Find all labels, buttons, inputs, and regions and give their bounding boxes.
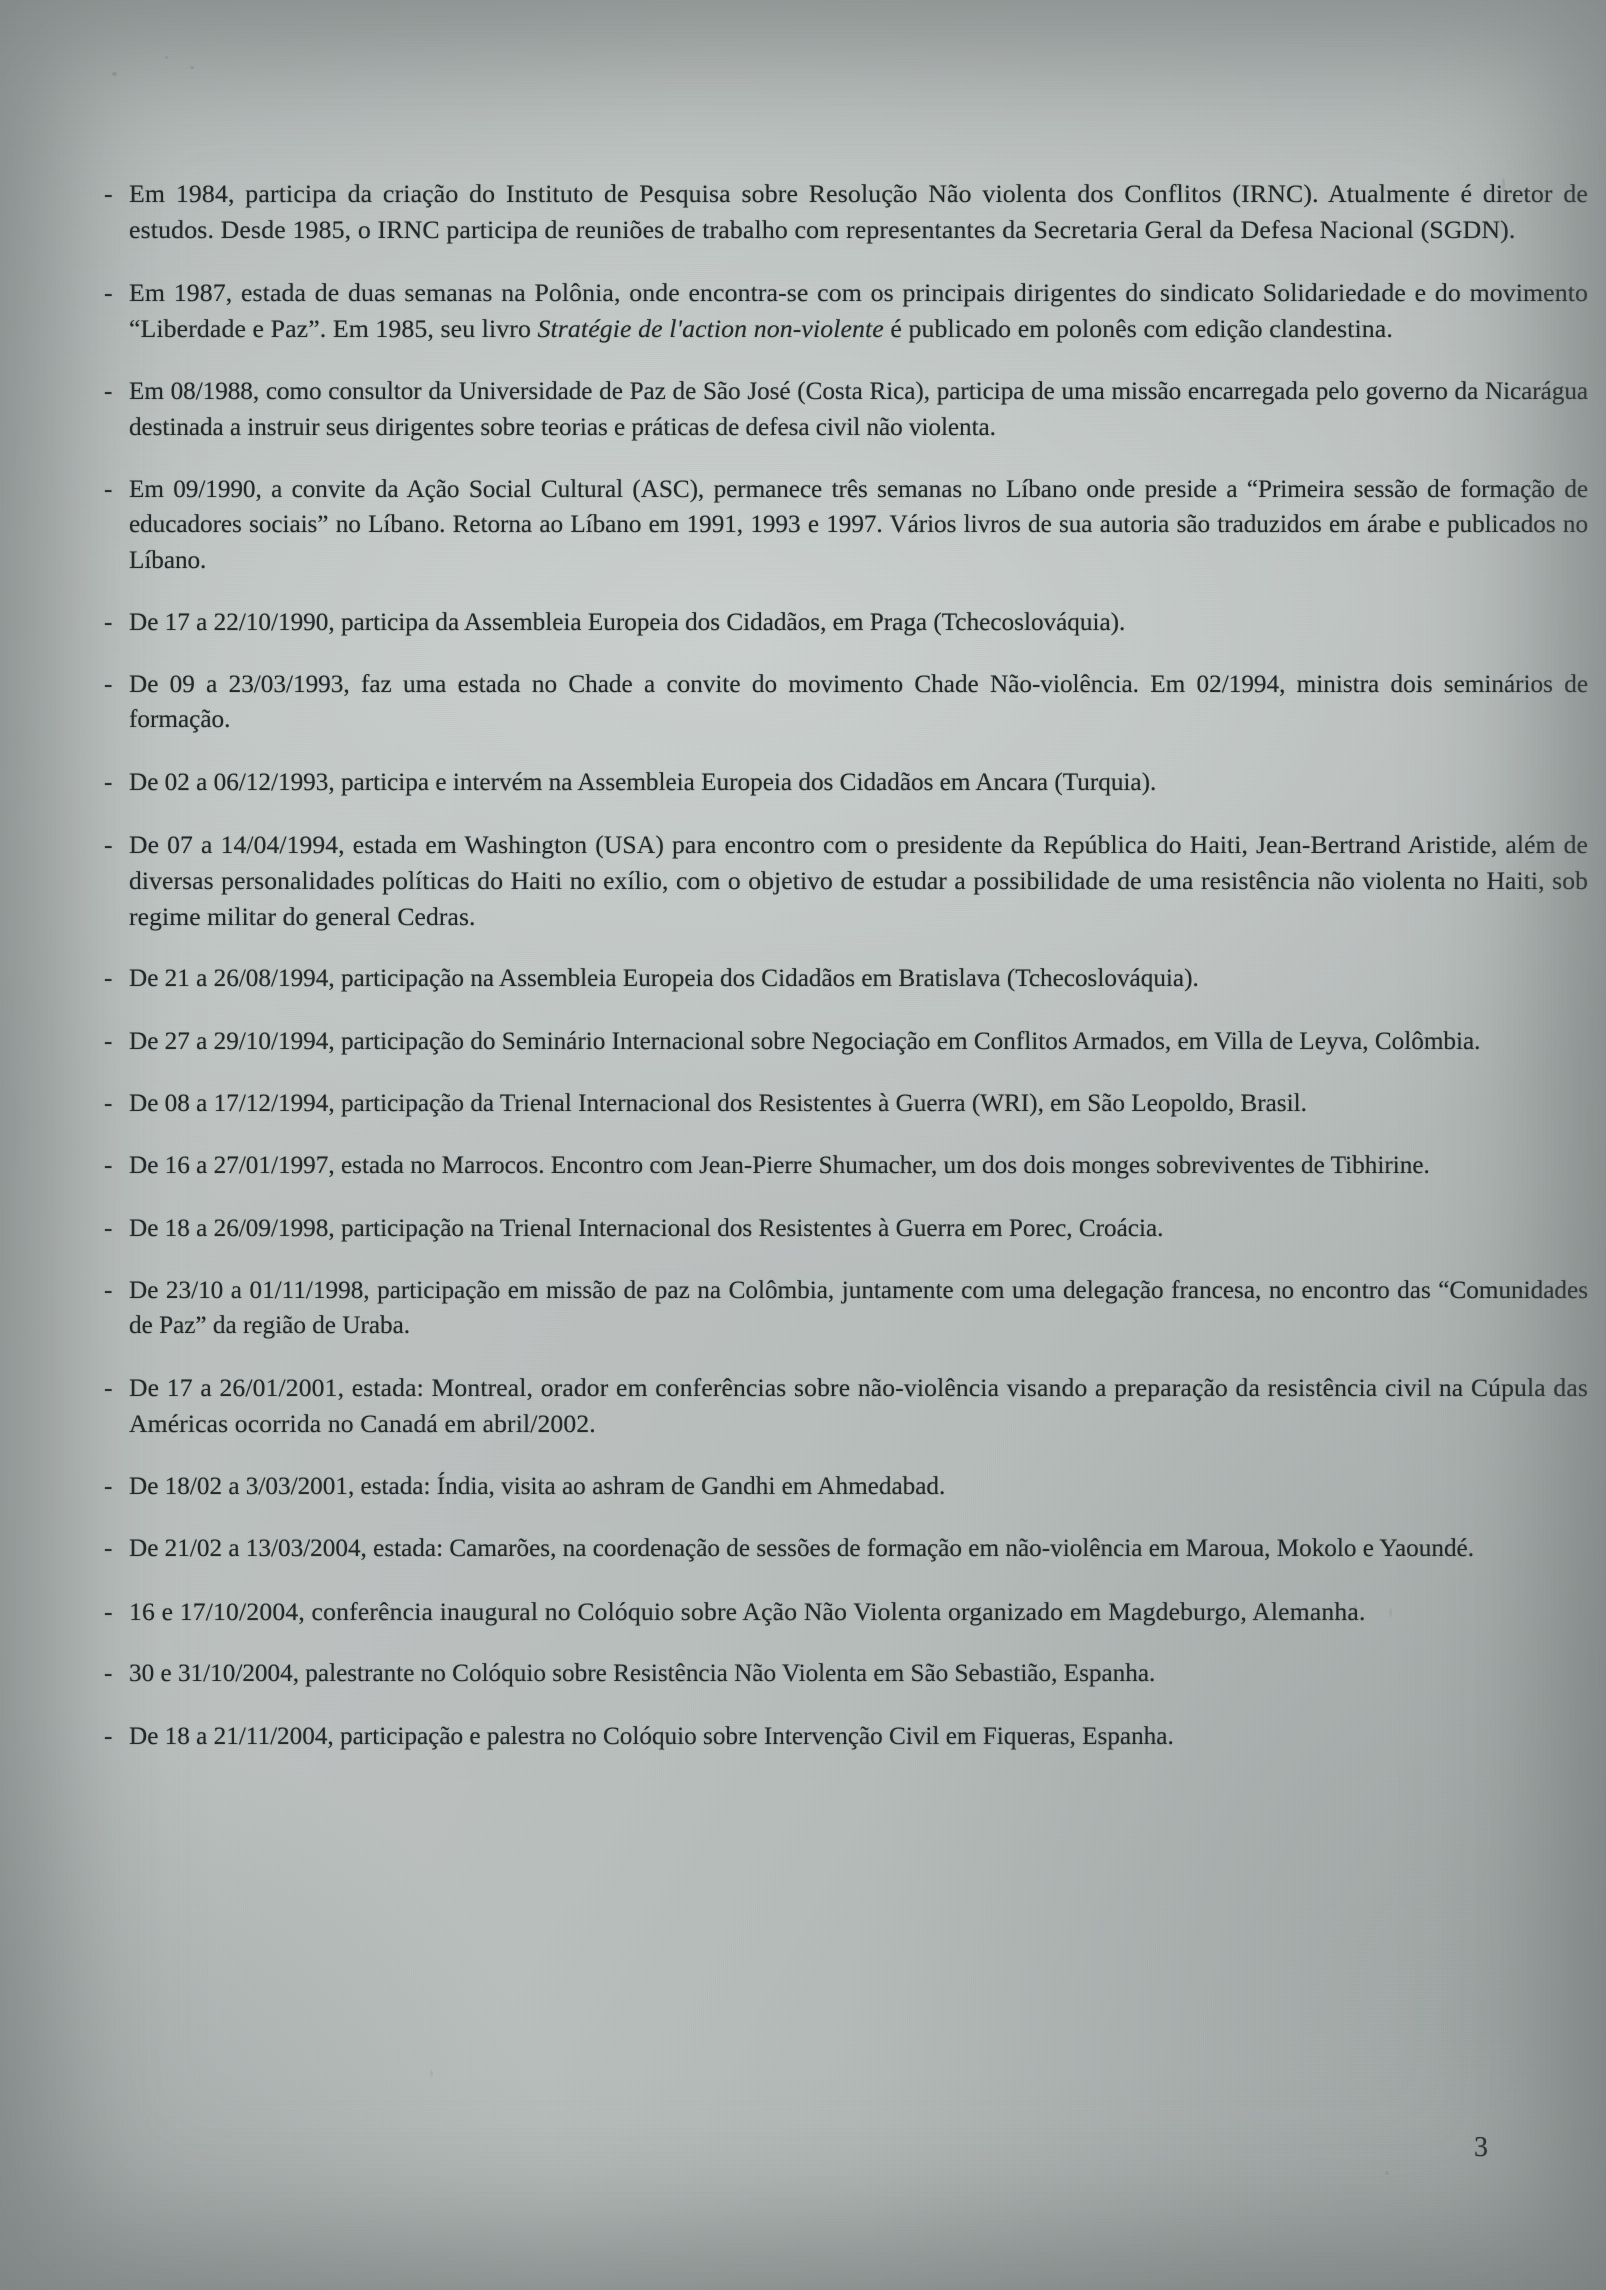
list-item [104,765,1588,800]
bullet-marker: - [104,1660,113,1688]
list-item [104,1370,1588,1442]
bullet-marker: - [104,1152,113,1180]
entry-text: De 09 a 23/03/1993, faz uma estada no Chade a convite do movimento Chade Não-violência. Em 02/1994, ministra dois seminários de formação. [129,671,1588,734]
bullet-marker: - [104,1596,113,1626]
entry-text: De 27 a 29/10/1994, participação do Seminário Internacional sobre Negociação em Conflitos Armados, em Villa de Leyva, Colômbia. [129,1027,1481,1055]
entry-text: De 18/02 a 3/03/2001, estada: Índia, visita ao ashram de Gandhi em Ahmedabad. [129,1473,946,1501]
page-number: 3 [1474,2132,1488,2163]
entry-text-after-title: é publicado em polonês com edição clandestina. [883,314,1393,344]
scan-speck [190,66,194,69]
bullet-marker: - [104,179,113,208]
bullet-marker: - [104,1276,113,1304]
entry-text: De 17 a 26/01/2001, estada: Montreal, orador em conferências sobre não-violência visando a preparação da resistência civil na Cúpula das Américas ocorrida no Canadá em abril/2002. [129,1373,1588,1439]
bullet-marker: - [104,1027,113,1055]
bullet-marker: - [104,1473,113,1501]
entry-text: De 16 a 27/01/1997, estada no Marrocos. Encontro com Jean-Pierre Shumacher, um dos dois monges sobreviventes de Tibhirine. [129,1152,1430,1180]
list-item [104,961,1588,996]
bullet-marker: - [104,1535,113,1563]
scan-speck [165,56,168,59]
list-item [104,275,1588,347]
bullet-marker: - [104,378,113,406]
entry-text [129,275,1588,347]
bullet-marker: - [104,1214,113,1242]
list-item [104,1273,1588,1344]
list-item [104,1531,1588,1566]
list-item [104,1086,1588,1121]
list-item [104,374,1588,445]
entry-text: De 08 a 17/12/1994, participação da Trienal Internacional dos Resistentes à Guerra (WRI), em São Leopoldo, Brasil. [129,1090,1307,1118]
bullet-marker: - [104,829,113,859]
bullet-marker: - [104,1722,113,1750]
bullet-marker: - [104,278,113,308]
entry-text: De 23/10 a 01/11/1998, participação em missão de paz na Colômbia, juntamente com uma delegação francesa, no encontro das “Comunidades de Paz” da região de Uraba. [129,1276,1588,1340]
bullet-marker: - [104,476,113,503]
bullet-marker: - [104,1090,113,1118]
entry-text-before-title: Em 1987, estada de duas semanas na Polônia, onde encontra-se com os principais dirigentes do sindicato Solidariedade e do movimento “Liberdade e Paz”. Em 1985, seu livro [129,278,1588,344]
entry-text: De 18 a 26/09/1998, participação na Trienal Internacional dos Resistentes à Guerra em Porec, Croácia. [129,1214,1164,1242]
bullet-marker: - [104,671,113,699]
scan-speck [112,72,117,76]
list-item [104,1211,1588,1246]
entry-text: De 21 a 26/08/1994, participação na Assembleia Europeia dos Cidadãos em Bratislava (Tchecoslováquia). [129,965,1199,993]
scan-speck [430,2070,433,2077]
entry-text: De 18 a 21/11/2004, participação e palestra no Colóquio sobre Intervenção Civil em Fiqueras, Espanha. [129,1722,1174,1750]
entry-text: Em 09/1990, a convite da Ação Social Cultural (ASC), permanece três semanas no Líbano onde preside a “Primeira sessão de formação de educadores sociais” no Líbano. Retorna ao Líbano em 1991, 1993 e 1997. Vários livros de sua autoria são traduzidos em árabe e publicados no Líbano. [129,476,1588,574]
bullet-marker: - [104,1373,113,1403]
entry-text: Em 08/1988, como consultor da Universidade de Paz de São José (Costa Rica), participa de uma missão encarregada pelo governo da Nicarágua destinada a instruir seus dirigentes sobre teorias e práticas de defesa civil não violenta. [129,378,1588,441]
entry-text: De 21/02 a 13/03/2004, estada: Camarões, na coordenação de sessões de formação em não-violência em Maroua, Mokolo e Yaoundé. [129,1535,1475,1563]
list-item [104,667,1588,738]
list-item [104,605,1588,640]
entry-text: Em 1984, participa da criação do Instituto de Pesquisa sobre Resolução Não violenta dos Conflitos (IRNC). Atualmente é diretor de estudos. Desde 1985, o IRNC participa de reuniões de trabalho com representantes da Secretaria Geral da Defesa Nacional (SGDN). [129,179,1588,245]
entry-text: 16 e 17/10/2004, conferência inaugural no Colóquio sobre Ação Não Violenta organizado em Magdeburgo, Alemanha. [129,1596,1366,1626]
entry-text: 30 e 31/10/2004, palestrante no Colóquio sobre Resistência Não Violenta em São Sebastião, Espanha. [129,1660,1156,1688]
list-item [104,827,1588,934]
document-body [104,176,1588,1781]
bullet-marker: - [104,965,113,993]
list-item [104,1594,1588,1630]
list-item [104,1024,1588,1059]
entry-text: De 17 a 22/10/1990, participa da Assembleia Europeia dos Cidadãos, em Praga (Tchecoslováquia). [129,608,1126,636]
list-item [104,1656,1588,1691]
book-title: Stratégie de l'action non-violente [537,314,884,344]
scan-speck [1385,2171,1389,2175]
bullet-marker: - [104,768,113,796]
list-item [104,1148,1588,1183]
entry-text: De 07 a 14/04/1994, estada em Washington (USA) para encontro com o presidente da República do Haiti, Jean-Bertrand Aristide, além de diversas personalidades políticas do Haiti no exílio, com o objetivo de estudar a possibilidade de uma resistência não violenta no Haiti, sob regime militar do general Cedras. [129,829,1588,931]
list-item [104,472,1588,578]
list-item [104,1719,1588,1754]
bullet-marker: - [104,608,113,636]
entry-text: De 02 a 06/12/1993, participa e intervém na Assembleia Europeia dos Cidadãos em Ancara (Turquia). [129,768,1157,796]
list-item [104,176,1588,248]
list-item [104,1469,1588,1504]
